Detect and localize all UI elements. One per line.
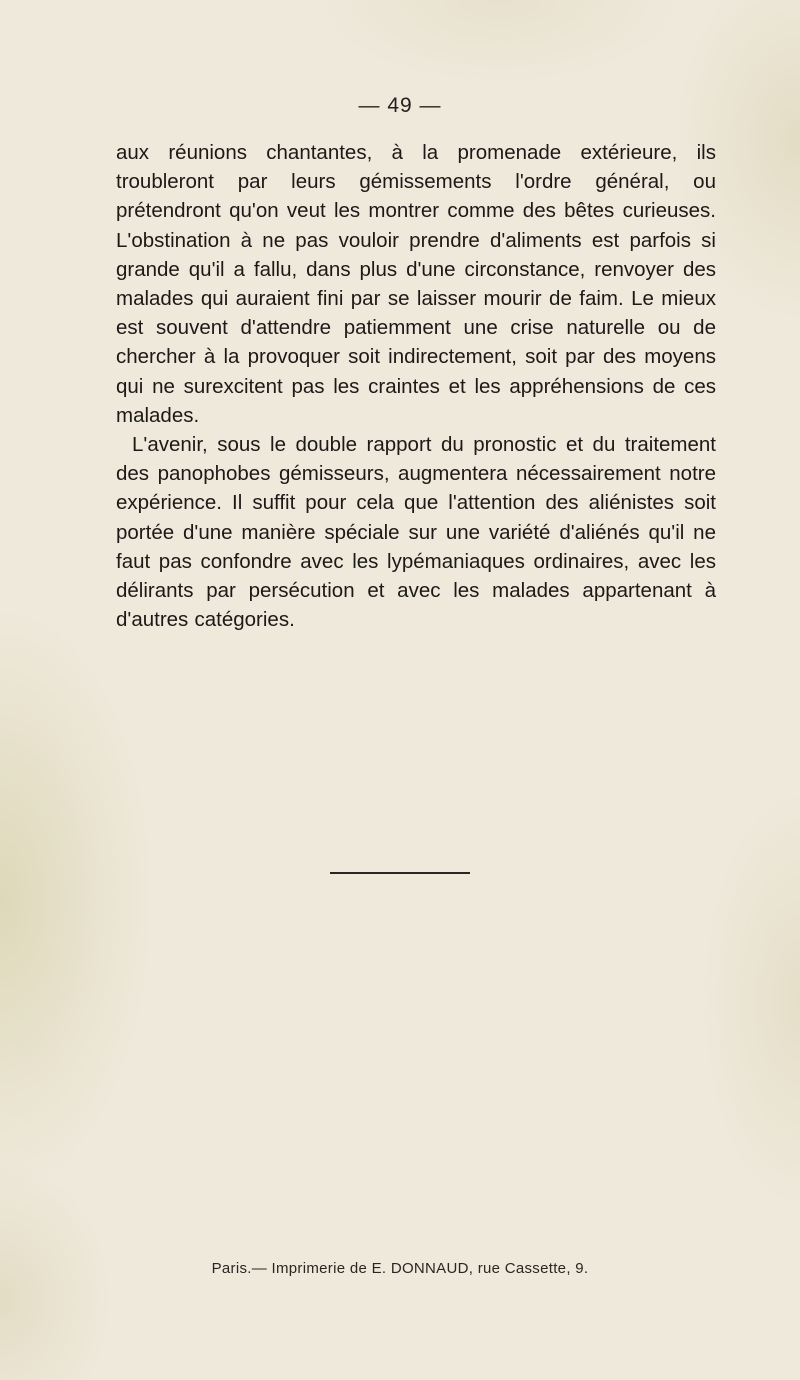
body-text — [116, 138, 716, 634]
paragraph-2: L'avenir, sous le double rapport du pronostic et du traitement des panophobes gémisseurs, augmentera nécessairement notre expérience. Il suffit pour cela que l'attention des aliénistes soit portée d'une manière spéciale sur une variété d'aliénés qu'il ne faut pas confondre avec les lypémaniaques ordinaires, avec les délirants par persécution et avec les malades appartenant à d'autres catégories. — [116, 433, 716, 632]
end-rule — [330, 872, 470, 874]
page-number: — 49 — — [358, 94, 442, 117]
printer-imprint: Paris.— Imprimerie de E. DONNAUD, rue Cassette, 9. — [211, 1260, 589, 1277]
paragraph-1: aux réunions chantantes, à la promenade extérieure, ils troubleront par leurs gémissements l'ordre général, ou prétendront qu'on veut les montrer comme des bêtes curieuses. L'obstination à ne pas vouloir prendre d'aliments est parfois si grande qu'il a fallu, dans plus d'une circonstance, renvoyer des malades qui auraient fini par se laisser mourir de faim. Le mieux est souvent d'attendre patiemment une crise naturelle ou de chercher à la provoquer soit indirectement, soit par des moyens qui ne surexcitent pas les craintes et les appréhensions de ces malades. — [116, 141, 716, 427]
